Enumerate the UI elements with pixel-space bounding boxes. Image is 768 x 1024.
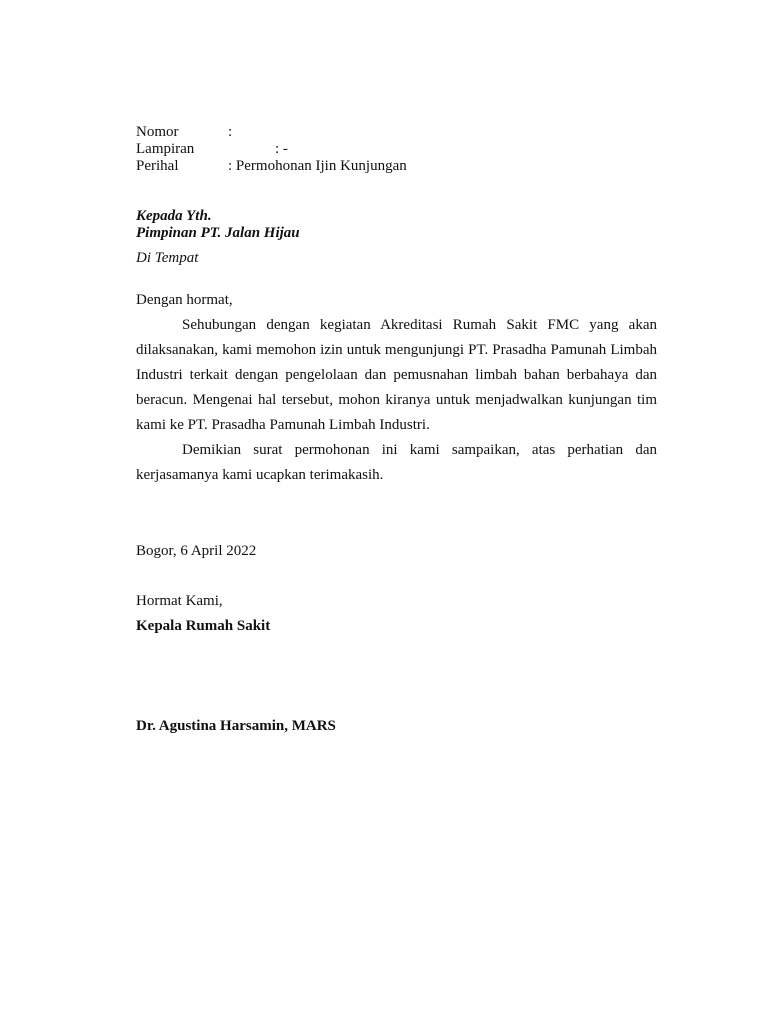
nomor-label: Nomor xyxy=(136,124,179,140)
signatory-name: Dr. Agustina Harsamin, MARS xyxy=(136,718,336,734)
lampiran-label: Lampiran xyxy=(136,141,195,157)
recipient-line-1: Kepada Yth. xyxy=(136,208,212,224)
greeting: Dengan hormat, xyxy=(136,292,233,308)
perihal-value: : Permohonan Ijin Kunjungan xyxy=(228,158,407,174)
recipient-place: Di Tempat xyxy=(136,250,199,266)
nomor-value: : xyxy=(228,124,233,140)
body-paragraph-1: Sehubungan dengan kegiatan Akreditasi Rumah Sakit FMC yang akan dilaksanakan, kami memohon izin untuk mengunjungi PT. Prasadha Pamunah Limbah Industri terkait dengan pengelolaan dan pemusnahan limbah bahan berbahaya dan beracun. Mengenai hal tersebut, mohon kiranya untuk menjadwalkan kunjungan tim kami ke PT. Prasadha Pamunah Limbah Industri. xyxy=(136,317,657,433)
body-paragraph-2: Demikian surat permohonan ini kami sampaikan, atas perhatian dan kerjasamanya kami ucapkan terimakasih. xyxy=(136,442,657,483)
lampiran-value: : - xyxy=(275,141,288,157)
recipient-line-2: Pimpinan PT. Jalan Hijau xyxy=(136,225,300,241)
letter-body xyxy=(136,313,657,488)
date-line: Bogor, 6 April 2022 xyxy=(136,543,257,559)
closing-salutation: Hormat Kami, xyxy=(136,593,223,609)
perihal-label: Perihal xyxy=(136,158,179,174)
closing-position: Kepala Rumah Sakit xyxy=(136,618,271,634)
